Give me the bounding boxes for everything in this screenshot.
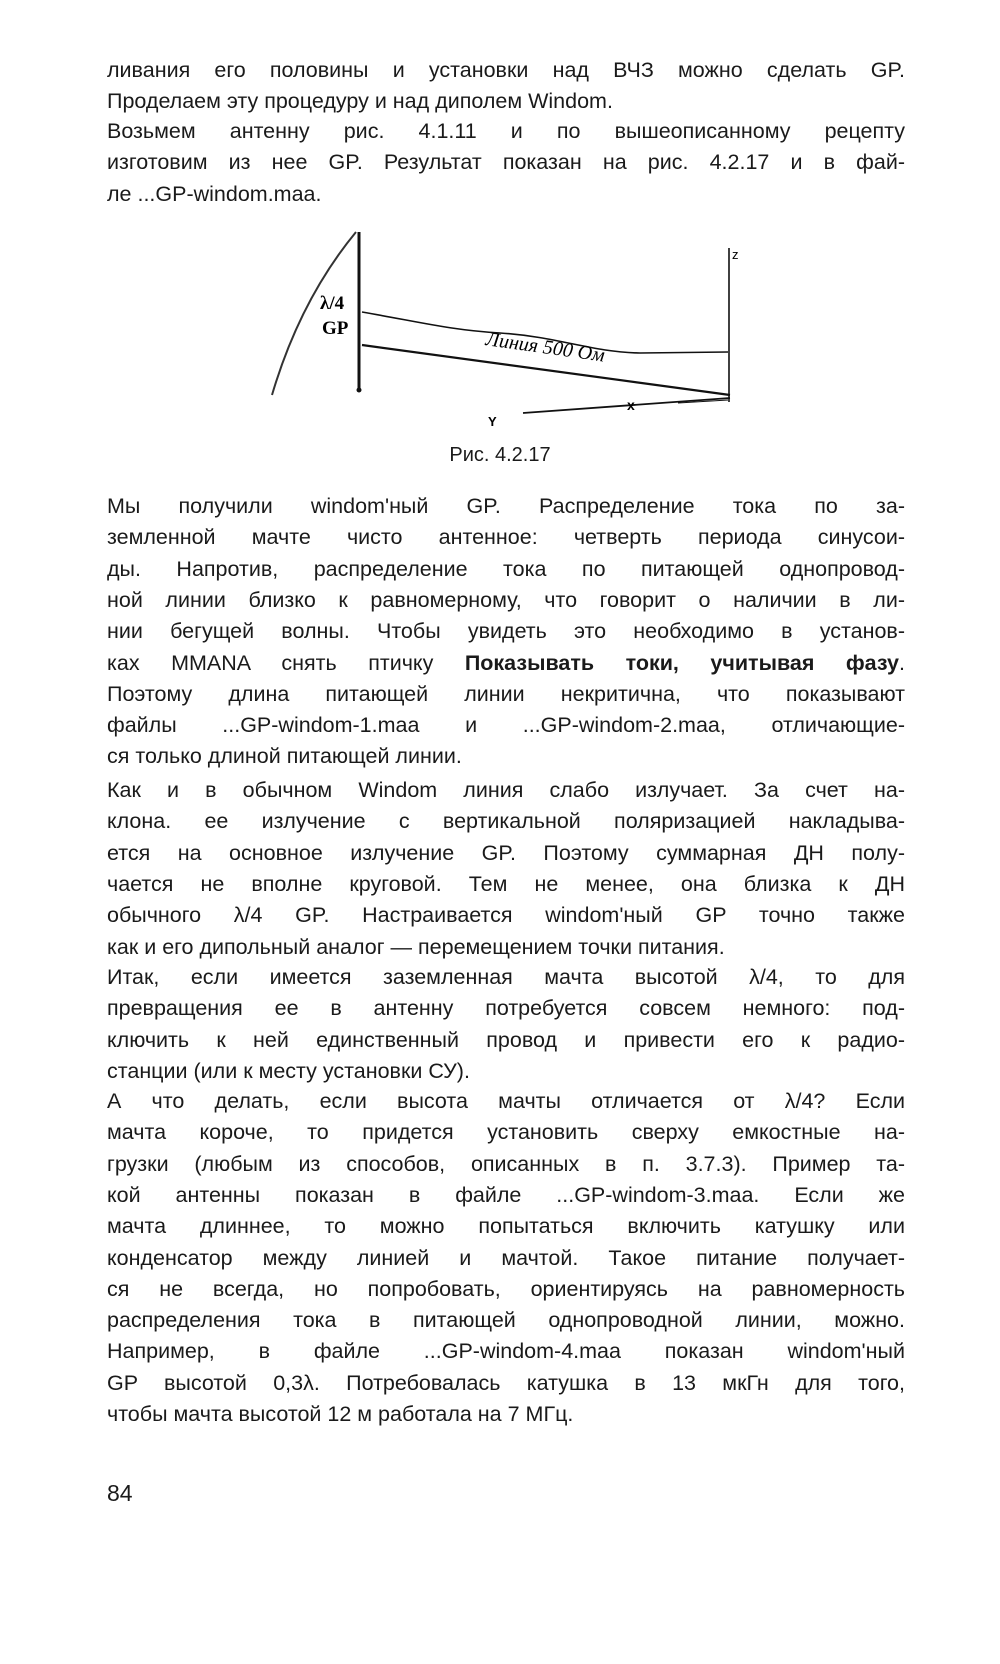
label-line: Линия 500 Ом (484, 328, 607, 367)
axis-y-label: Y (488, 414, 497, 429)
axis-z-label: z (732, 247, 739, 262)
text-line: ся не всегда, но попробовать, ориентируясь на равномерность (107, 1276, 905, 1301)
text-line: Как и в обычном Windom линия слабо излучает. За счет на- (107, 778, 905, 802)
text-line: файлы ...GP-windom-1.maa и ...GP-windom-2.maa, отличающие- (107, 713, 905, 738)
text-line: нии бегущей волны. Чтобы увидеть это необходимо в установ- (107, 619, 905, 644)
text-line: обычного λ/4 GP. Настраивается windom'ный GP точно также (107, 903, 905, 928)
text-line: Например, в файле ...GP-windom-4.maa показан windom'ный (107, 1339, 905, 1364)
text-line: земленной мачте чисто антенное: четверть периода синусои- (107, 525, 905, 550)
text-line: ле ...GP-windom.maa. (107, 181, 322, 206)
axis-x-label: x (627, 397, 635, 413)
text-line: ся только длиной питающей линии. (107, 744, 462, 769)
label-lambda: λ/4 (320, 293, 345, 314)
text-line: А что делать, если высота мачты отличается от λ/4? Если (107, 1089, 905, 1113)
text-line: как и его дипольный аналог — перемещением точки питания. (107, 934, 725, 959)
text-line: ды. Напротив, распределение тока по питающей однопровод- (107, 556, 905, 581)
text-line: чается не вполне круговой. Тем не менее, она близка к ДН (107, 871, 905, 896)
text-line: конденсатор между линией и мачтой. Такое питание получает- (107, 1245, 905, 1270)
text-line: ках MMANA снять птичку Показывать токи, учитывая фазу. (107, 650, 905, 675)
text-line: мачта длиннее, то можно попытаться включить катушку или (107, 1214, 905, 1239)
text-line: ливания его половины и установки над ВЧЗ можно сделать GP. (107, 58, 905, 82)
text-line: GP высотой 0,3λ. Потребовалась катушка в 13 мкГн для того, (107, 1370, 905, 1395)
text-line: ной линии близко к равномерному, что говорит о наличии в ли- (107, 587, 905, 612)
text-line: ключить к ней единственный провод и привести его к радио- (107, 1027, 905, 1052)
text-line: превращения ее в антенну потребуется совсем немного: под- (107, 996, 905, 1021)
text-line: Итак, если имеется заземленная мачта высотой λ/4, то для (107, 965, 905, 989)
text-line: клона. ее излучение с вертикальной поляризацией накладыва- (107, 809, 905, 834)
text-line: Поэтому длина питающей линии некритична, что показывают (107, 681, 905, 706)
text-line: чтобы мачта высотой 12 м работала на 7 МГц. (107, 1402, 574, 1426)
text-line: мачта короче, то придется установить сверху емкостные на- (107, 1120, 905, 1145)
text-line: изготовим из нее GP. Результат показан на рис. 4.2.17 и в фай- (107, 150, 905, 175)
label-gp: GP (322, 318, 349, 339)
text-line: распределения тока в питающей однопроводной линии, можно. (107, 1308, 905, 1333)
text-line: Проделаем эту процедуру и над диполем Windom. (107, 89, 613, 114)
page-number: 84 (107, 1480, 133, 1506)
text-line: грузки (любым из способов, описанных в п. 3.7.3). Пример та- (107, 1151, 905, 1176)
text-line: станции (или к месту установки СУ). (107, 1058, 470, 1083)
antenna-figure (0, 0, 1000, 480)
text-line: ется на основное излучение GP. Поэтому суммарная ДН полу- (107, 840, 905, 865)
text-line: Возьмем антенну рис. 4.1.11 и по вышеописанному рецепту (107, 119, 905, 143)
figure-caption: Рис. 4.2.17 (449, 444, 551, 466)
text-line: Мы получили windom'ный GP. Распределение тока по за- (107, 494, 905, 518)
text-line: кой антенны показан в файле ...GP-windom-3.maa. Если же (107, 1182, 905, 1207)
